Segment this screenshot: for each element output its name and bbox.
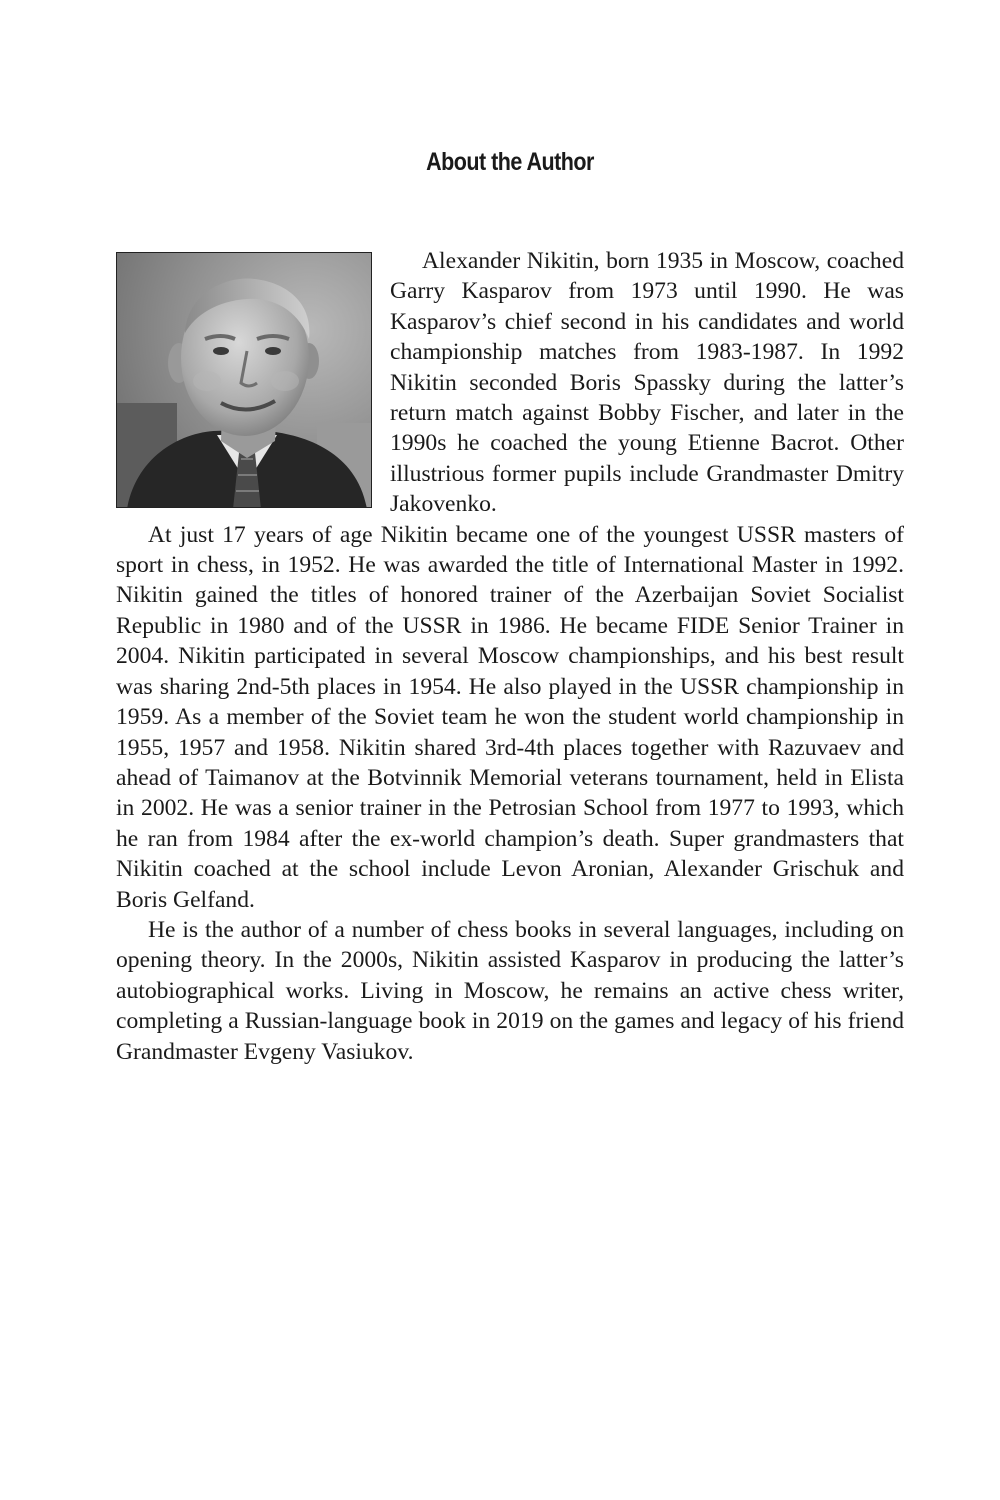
page-title: About the Author: [426, 148, 594, 176]
author-photo: [116, 252, 372, 508]
paragraph-3: He is the author of a number of chess books in several languages, including on opening theory. In the 2000s, Nikitin assisted Kasparov in producing the latter’s autobiographical works. Living in Moscow, he remains an active chess writer, completing a Russian-language book in 2019 on the games and legacy of his friend Grandmaster Evgeny Vasiukov.: [116, 916, 904, 1065]
paragraph-2: At just 17 years of age Nikitin became one of the youngest USSR masters of sport in chess, in 1952. He was awarded the title of International Master in 1992. Nikitin gained the titles of honored trainer of the Azerbaijan Soviet Socialist Republic in 1980 and of the USSR in 1986. He became FIDE Senior Trainer in 2004. Nikitin participated in several Moscow championships, and his best result was sharing 2nd-5th places in 1954. He also played in the USSR championship in 1959. As a member of the Soviet team he won the student world championship in 1955, 1957 and 1958. Nikitin shared 3rd-4th places together with Razuvaev and ahead of Taimanov at the Botvinnik Memorial veterans tournament, held in Elista in 2002. He was a senior trainer in the Petrosian School from 1977 to 1993, which he ran from 1984 after the ex-world champion’s death. Super grandmasters that Nikitin coached at the school include Levon Aronian, Alexander Grischuk and Boris Gelfand.: [116, 521, 904, 913]
body-text: [116, 246, 904, 1067]
paragraph-1: Alexander Nikitin, born 1935 in Moscow, coached Garry Kasparov from 1973 until 1990. He was Kasparov’s chief second in his candidates and world championship matches from 1983-1987. In 1992 Nikitin seconded Boris Spassky during the latter’s return match against Bobby Fischer, and later in the 1990s he coached the young Etienne Bacrot. Other illustrious former pupils include Grandmaster Dmitry Jakovenko.: [390, 248, 904, 518]
